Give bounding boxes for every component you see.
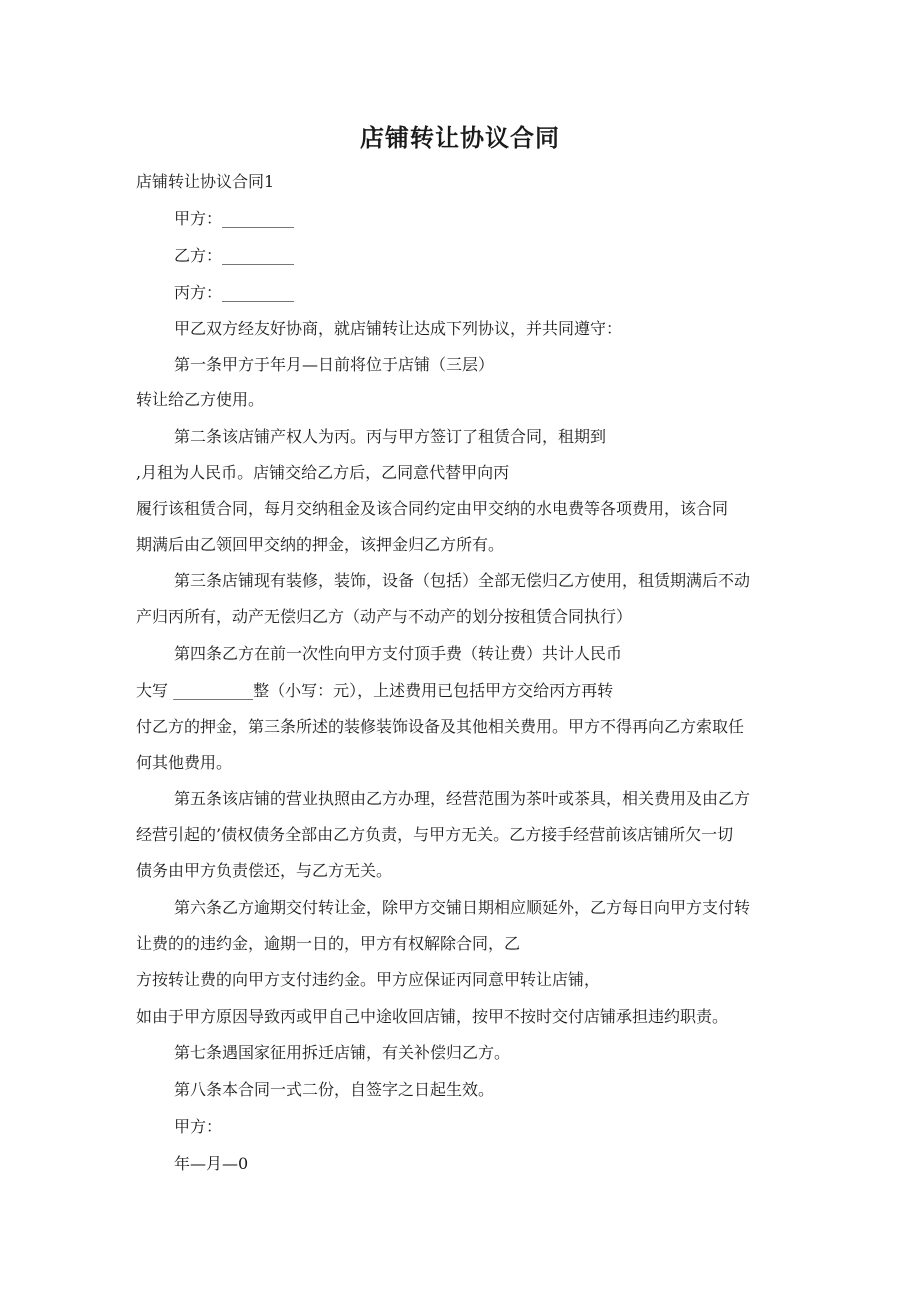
article-4-line-1: 第四条乙方在前一次性向甲方支付顶手费（转让费）共计人民币 [174, 644, 623, 663]
party-c-line: 丙方：_________ [174, 283, 295, 302]
contract-subtitle: 店铺转让协议合同1 [136, 172, 275, 191]
article-6-line-4: 如由于甲方原因导致丙或甲自己中途收回店铺，按甲不按时交付店铺承担违约职责。 [136, 1007, 729, 1026]
article-8-line: 第八条本合同一式二份，自签字之日起生效。 [174, 1080, 495, 1099]
party-b-line: 乙方：_________ [174, 246, 295, 265]
article-3-line-2: 产归丙所有，动产无偿归乙方（动产与不动产的划分按租赁合同执行） [136, 607, 633, 626]
signature-date: 年—月—0 [174, 1154, 249, 1173]
signature-party-a: 甲方： [174, 1117, 223, 1136]
article-4-line-3: 付乙方的押金，第三条所述的装修装饰设备及其他相关费用。甲方不得再向乙方索取任 [136, 717, 745, 736]
article-4-line-4: 何其他费用。 [136, 753, 233, 772]
article-3-line-1: 第三条店铺现有装修，装饰，设备（包括）全部无偿归乙方使用，租赁期满后不动 [174, 571, 751, 590]
article-5-line-2: 经营引起的’债权债务全部由乙方负责，与甲方无关。乙方接手经营前该店铺所欠一切 [136, 825, 734, 844]
article-6-line-2: 让费的的违约金，逾期一日的，甲方有权解除合同，乙 [136, 934, 521, 953]
document-title: 店铺转让协议合同 [360, 124, 560, 152]
article-2-line-2: ,月租为人民币。店铺交给乙方后，乙同意代替甲向丙 [136, 463, 510, 482]
article-5-line-3: 债务由甲方负责偿还，与乙方无关。 [136, 861, 393, 880]
preamble-paragraph: 甲乙双方经友好协商，就店铺转让达成下列协议，并共同遵守： [174, 319, 623, 338]
article-6-line-1: 第六条乙方逾期交付转让金，除甲方交铺日期相应顺延外，乙方每日向甲方支付转 [174, 898, 751, 917]
article-4-line-2: 大写 __________整（小写：元），上述费用已包括甲方交给丙方再转 [136, 681, 614, 700]
article-1-line-2: 转让给乙方使用。 [136, 390, 265, 409]
article-1-line-1: 第一条甲方于年月—日前将位于店铺（三层） [174, 355, 495, 374]
article-5-line-1: 第五条该店铺的营业执照由乙方办理，经营范围为茶叶或茶具，相关费用及由乙方 [174, 789, 751, 808]
article-6-line-3: 方按转让费的向甲方支付违约金。甲方应保证丙同意甲转让店铺， [136, 970, 601, 989]
party-a-line: 甲方：_________ [174, 209, 295, 228]
article-2-line-4: 期满后由乙领回甲交纳的押金，该押金归乙方所有。 [136, 535, 505, 554]
article-7-line: 第七条遇国家征用拆迁店铺，有关补偿归乙方。 [174, 1043, 511, 1062]
article-2-line-3: 履行该租赁合同，每月交纳租金及该合同约定由甲交纳的水电费等各项费用，该合同 [136, 499, 729, 518]
article-2-line-1: 第二条该店铺产权人为丙。丙与甲方签订了租赁合同，租期到 [174, 427, 607, 446]
